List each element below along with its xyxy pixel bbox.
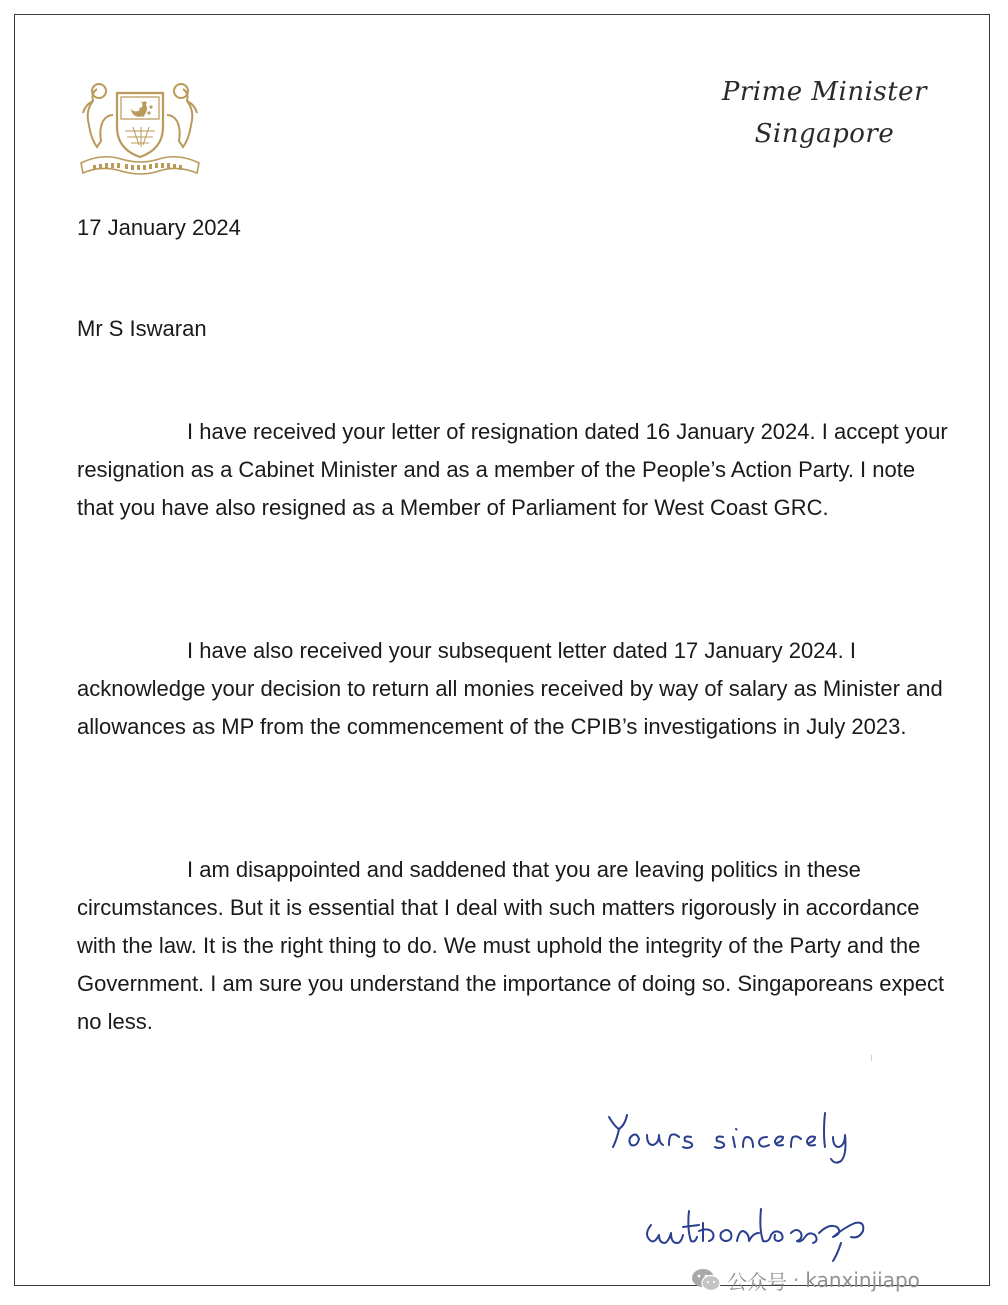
watermark-platform: 公众号 [727, 1269, 787, 1294]
letter-page [14, 14, 990, 1294]
letterhead-title [722, 71, 927, 155]
letter-paragraph-2: I have also received your subsequent letter dated 17 January 2024. I acknowledge your decision to return all monies received by way of salary as Minister and allowances as MP from the commencement of the CPIB’s investigations in July 2023. [77, 638, 943, 739]
watermark-separator: · [793, 1268, 800, 1292]
handwritten-closing [605, 1107, 875, 1167]
watermark-account: kanxinjiapo [805, 1268, 920, 1292]
letter-date: 17 January 2024 [77, 215, 241, 240]
letter-paragraph-1: I have received your letter of resignation dated 16 January 2024. I accept your resignation as a Cabinet Minister and as a member of the People’s Action Party. I note that you have also resigned as a Member of Parliament for West Coast GRC. [77, 419, 948, 520]
coat-of-arms-icon [75, 71, 205, 183]
wechat-icon [691, 1267, 721, 1293]
watermark [691, 1265, 920, 1295]
letter-addressee: Mr S Iswaran [77, 316, 207, 341]
letterhead-line-singapore: Singapore [754, 119, 895, 149]
letterhead-line-prime-minister: Prime Minister [721, 77, 927, 107]
handwritten-signature [641, 1201, 891, 1267]
letter-paragraph-3: I am disappointed and saddened that you are leaving politics in these circumstances. But it is essential that I deal with such matters rigorously in accordance with the law. It is the right thing to do. We must uphold the integrity of the Party and the Government. I am sure you understand the importance of doing so. Singaporeans expect no less. [77, 857, 945, 1034]
scan-speck [871, 1055, 872, 1061]
